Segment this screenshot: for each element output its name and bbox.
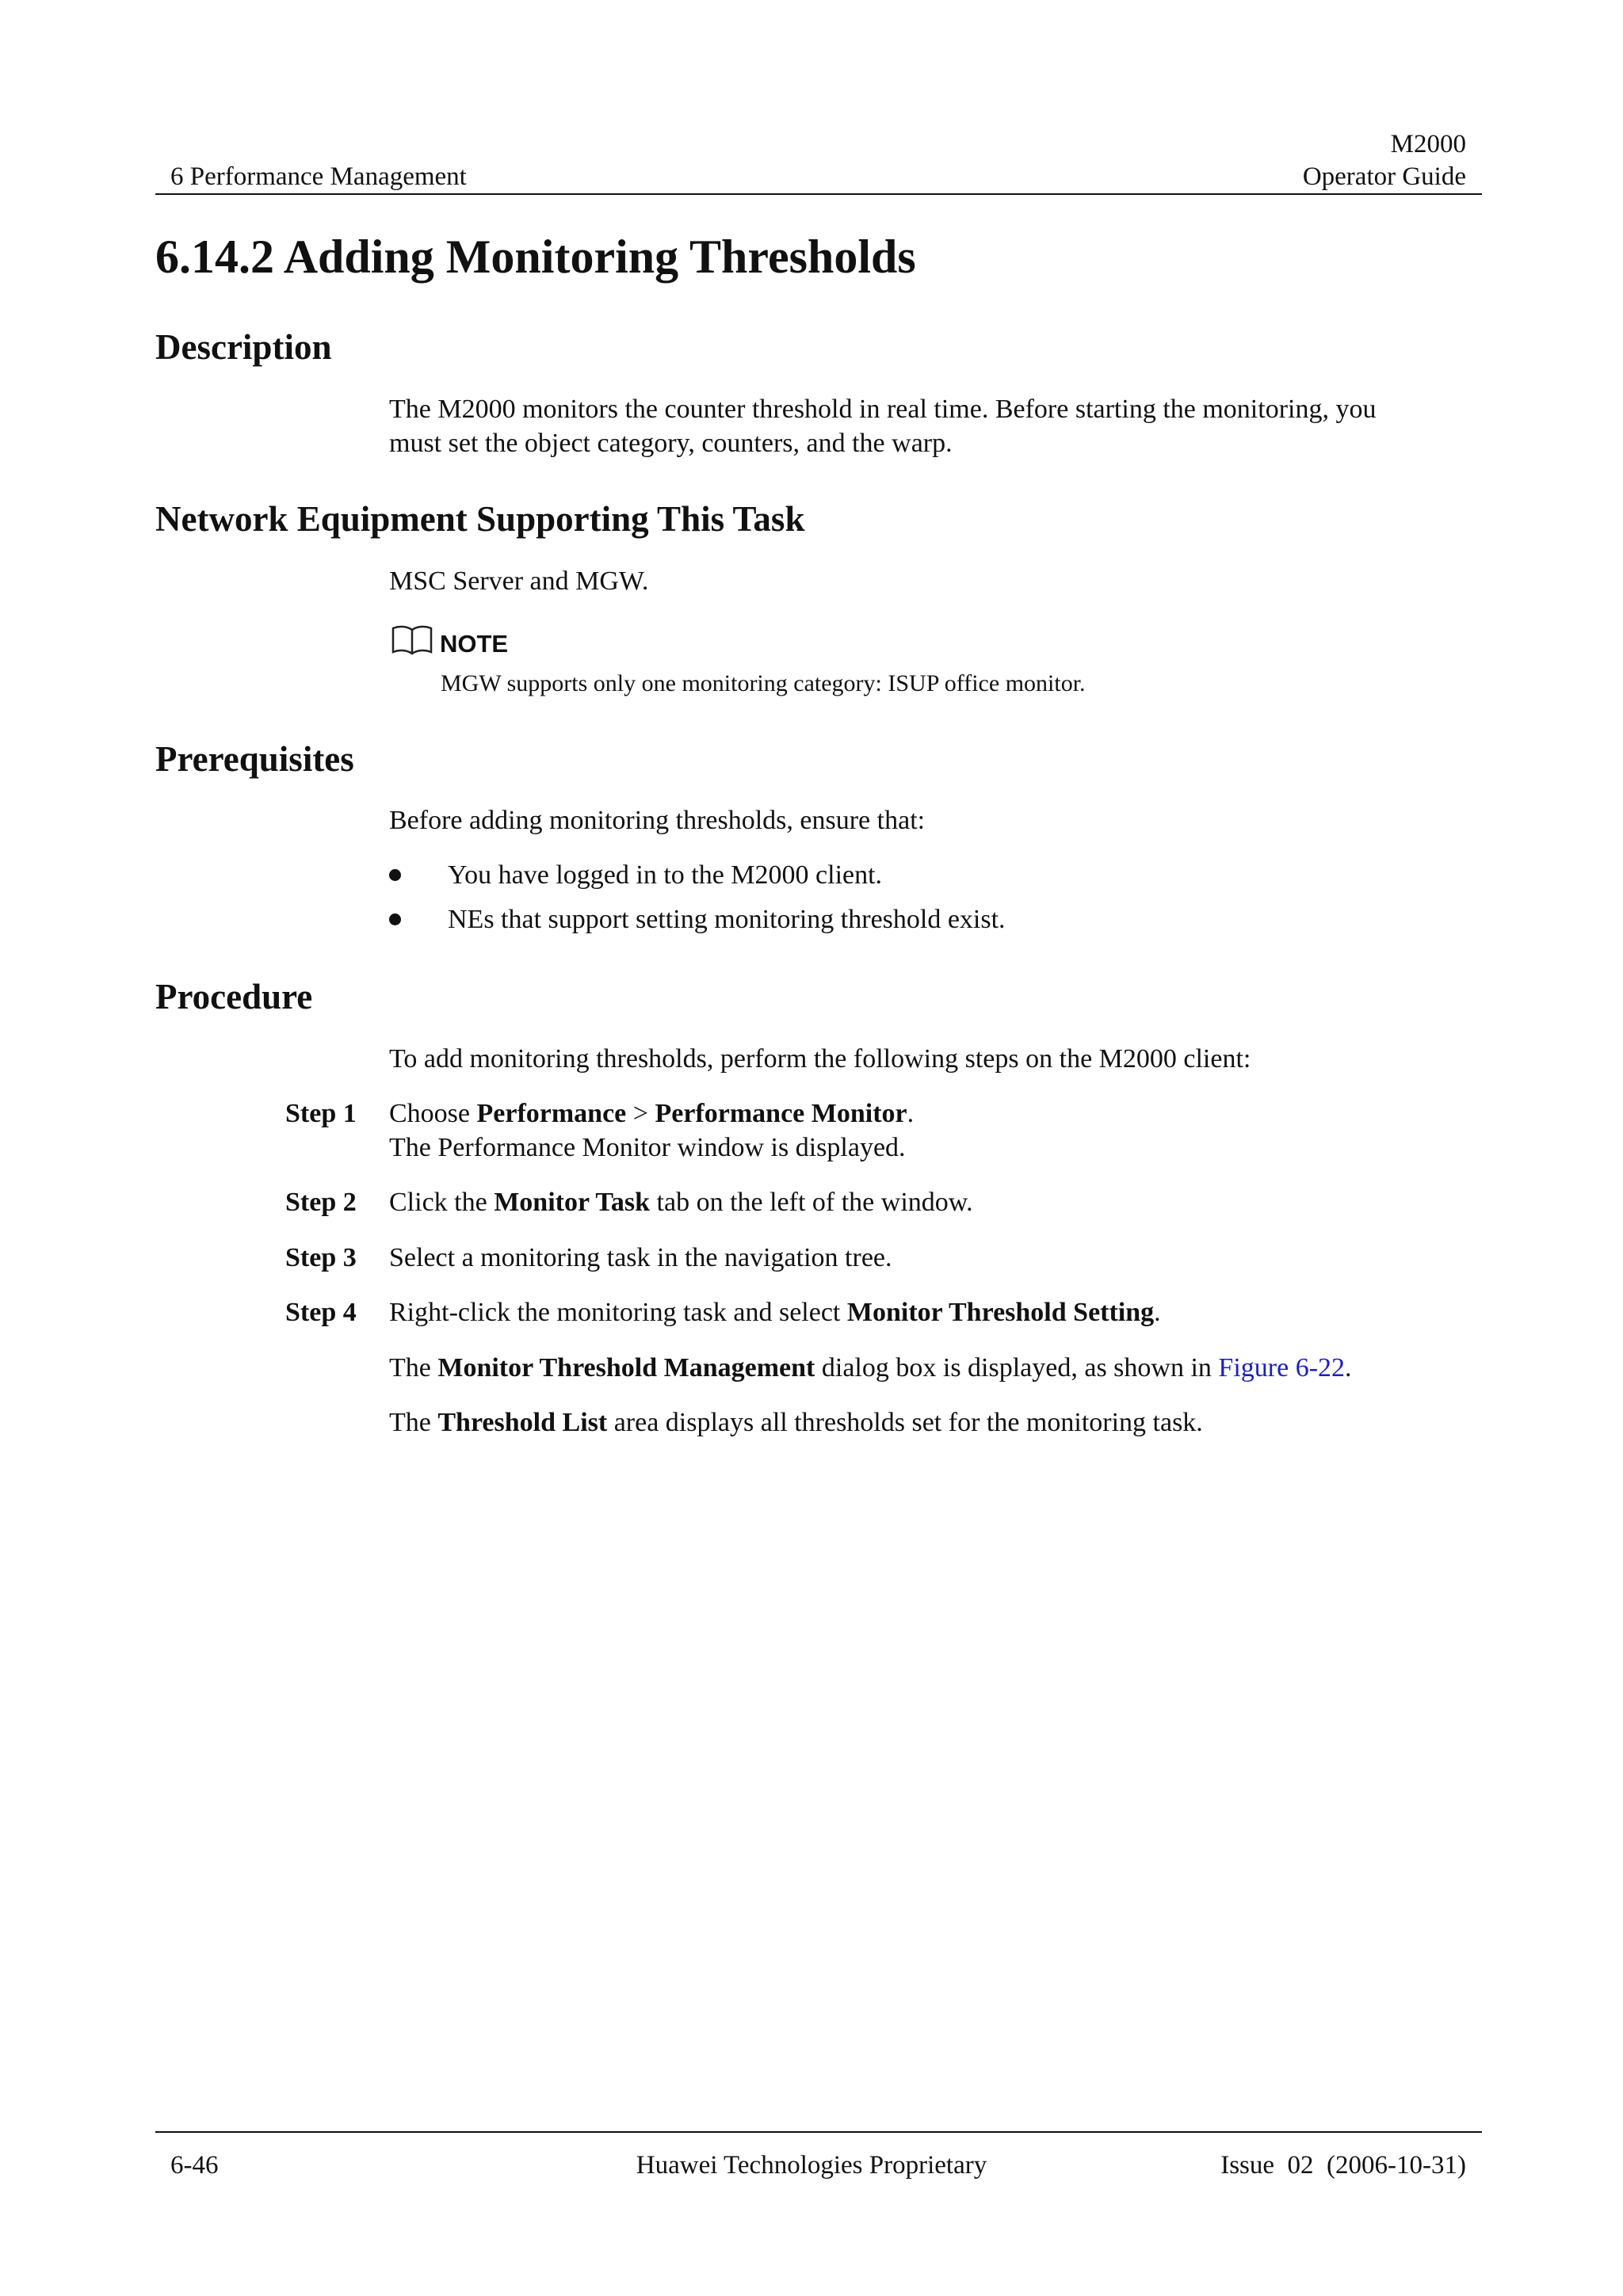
book-icon	[391, 624, 433, 655]
step-1-label: Step 1	[285, 1099, 357, 1128]
list-item-text: NEs that support setting monitoring threshold exist.	[448, 905, 1006, 934]
description-line-1: The M2000 monitors the counter threshold in real time. Before starting the monitoring, you	[389, 395, 1377, 424]
description-line-2: must set the object category, counters, and the warp.	[389, 429, 953, 458]
step-4-result-1: The Monitor Threshold Management dialog box is displayed, as shown in Figure 6-22.	[389, 1353, 1352, 1383]
header-chapter: 6 Performance Management	[170, 162, 467, 191]
step-2-text: Click the Monitor Task tab on the left of the window.	[389, 1188, 973, 1217]
header-product: M2000	[1390, 130, 1466, 158]
bullet-icon	[389, 913, 401, 925]
header-rule	[155, 193, 1482, 195]
note-text: MGW supports only one monitoring category: ISUP office monitor.	[441, 670, 1086, 696]
prerequisites-intro: Before adding monitoring thresholds, ensure that:	[389, 806, 926, 835]
note-label: NOTE	[440, 630, 509, 658]
step-1-text: Choose Performance > Performance Monitor.	[389, 1099, 915, 1128]
step-4-label: Step 4	[285, 1298, 357, 1327]
menu-monitor-threshold-setting: Monitor Threshold Setting	[846, 1298, 1155, 1327]
bullet-icon	[389, 869, 401, 881]
threshold-list-ref: Threshold List	[437, 1408, 608, 1437]
step-4-text: Right-click the monitoring task and select Monitor Threshold Setting.	[389, 1298, 1161, 1327]
step-3-text: Select a monitoring task in the navigation tree.	[389, 1243, 892, 1272]
step-1-result: The Performance Monitor window is displayed.	[389, 1133, 906, 1162]
page-header	[0, 0, 1623, 198]
dialog-name-ref: Monitor Threshold Management	[437, 1353, 815, 1383]
prerequisites-heading: Prerequisites	[155, 739, 354, 779]
page-title: 6.14.2 Adding Monitoring Thresholds	[155, 231, 916, 283]
step-2-label: Step 2	[285, 1188, 357, 1217]
figure-link[interactable]: Figure 6-22	[1218, 1353, 1346, 1383]
footer-page-number: 6-46	[170, 2151, 219, 2180]
procedure-intro: To add monitoring thresholds, perform the following steps on the M2000 client:	[389, 1044, 1251, 1074]
menu-performance: Performance	[476, 1099, 627, 1128]
menu-performance-monitor: Performance Monitor	[655, 1099, 907, 1128]
header-guide: Operator Guide	[1302, 162, 1466, 191]
procedure-heading: Procedure	[155, 977, 313, 1016]
footer-company: Huawei Technologies Proprietary	[636, 2151, 987, 2180]
network-text: MSC Server and MGW.	[389, 566, 649, 596]
description-heading: Description	[155, 327, 332, 367]
step-3-label: Step 3	[285, 1243, 357, 1272]
footer-rule	[155, 2131, 1482, 2133]
list-item-text: You have logged in to the M2000 client.	[448, 860, 883, 890]
footer-issue: Issue 02 (2006-10-31)	[1220, 2151, 1466, 2180]
network-heading: Network Equipment Supporting This Task	[155, 499, 805, 539]
tab-monitor-task-ref: Monitor Task	[494, 1188, 651, 1217]
step-4-result-2: The Threshold List area displays all thresholds set for the monitoring task.	[389, 1408, 1203, 1437]
